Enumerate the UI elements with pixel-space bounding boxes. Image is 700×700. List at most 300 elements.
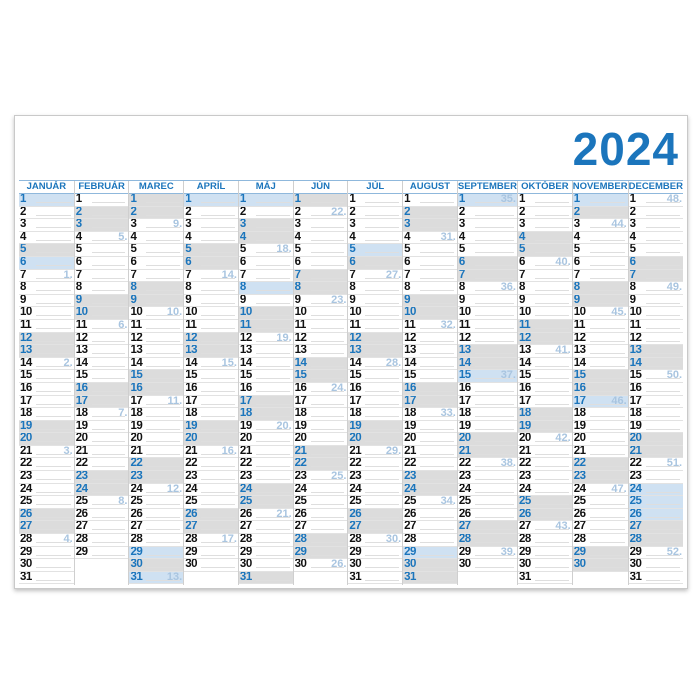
day-cell <box>348 320 402 333</box>
note-line <box>475 429 514 430</box>
day-number: 26 <box>349 508 362 520</box>
week-number: 25. <box>331 471 347 483</box>
day-number: 27 <box>349 521 362 533</box>
day-number: 4 <box>629 231 636 243</box>
day-cell <box>348 547 402 560</box>
day-number: 27 <box>239 521 252 533</box>
day-number: 22 <box>130 458 143 470</box>
day-cell <box>518 383 572 396</box>
day-number: 29 <box>130 546 143 558</box>
day-cell <box>75 446 129 459</box>
day-cell <box>403 282 457 295</box>
day-number: 10 <box>239 307 252 319</box>
day-cell <box>573 270 628 283</box>
note-line <box>311 504 345 505</box>
day-number: 5 <box>458 244 465 256</box>
day-number: 9 <box>185 294 192 306</box>
day-number: 2 <box>518 206 525 218</box>
day-cell <box>518 572 572 585</box>
day-cell <box>239 547 293 560</box>
note-line <box>36 429 71 430</box>
day-number: 5 <box>75 244 82 256</box>
day-cell <box>184 345 238 358</box>
day-cell <box>294 521 348 534</box>
note-line <box>365 517 399 518</box>
month-name: MAREC <box>129 181 183 194</box>
day-number: 1 <box>349 194 356 205</box>
day-cell <box>129 396 183 409</box>
day-number: 17 <box>239 395 252 407</box>
day-cell <box>629 421 683 434</box>
day-cell <box>573 433 628 446</box>
day-cell <box>403 194 457 207</box>
day-cell <box>629 534 683 547</box>
week-number: 21. <box>276 508 292 520</box>
day-number: 3 <box>404 219 411 231</box>
day-number: 11 <box>185 319 197 331</box>
note-line <box>201 215 235 216</box>
note-line <box>475 366 514 367</box>
day-number: 12 <box>458 332 471 344</box>
day-cell <box>403 295 457 308</box>
day-number: 8 <box>518 282 525 294</box>
week-number: 13. <box>166 571 183 583</box>
day-cell <box>348 333 402 346</box>
day-number: 9 <box>349 294 356 306</box>
day-number: 28 <box>404 534 416 546</box>
note-line <box>475 517 514 518</box>
week-number: 51. <box>666 458 682 470</box>
day-number: 7 <box>458 269 465 281</box>
day-number: 29 <box>404 546 416 558</box>
day-cell <box>518 232 572 245</box>
day-cell <box>403 484 457 497</box>
day-number: 10 <box>629 307 642 319</box>
day-number: 20 <box>20 433 32 445</box>
week-number: 7. <box>118 408 128 420</box>
note-line <box>146 504 180 505</box>
day-cell <box>19 458 74 471</box>
day-number: 12 <box>573 332 586 344</box>
day-number: 11 <box>294 319 306 331</box>
note-line <box>36 580 71 581</box>
note-line <box>92 466 126 467</box>
note-line <box>36 378 71 379</box>
note-line <box>420 479 454 480</box>
week-number: 37. <box>500 370 516 382</box>
note-line <box>36 227 71 228</box>
day-number: 24 <box>294 483 307 495</box>
day-cell <box>239 421 293 434</box>
day-number: 8 <box>349 282 356 294</box>
note-line <box>365 202 399 203</box>
note-line <box>146 391 180 392</box>
note-line <box>256 353 290 354</box>
day-cell <box>458 534 517 547</box>
note-line <box>535 391 569 392</box>
note-line <box>475 341 514 342</box>
day-number: 15 <box>239 370 252 382</box>
month-column <box>238 181 293 585</box>
note-line <box>590 479 625 480</box>
day-number: 14 <box>239 357 252 369</box>
day-number: 2 <box>239 206 246 218</box>
day-cell <box>629 509 683 522</box>
day-cell <box>573 320 628 333</box>
day-number: 22 <box>458 458 471 470</box>
day-cell <box>129 471 183 484</box>
day-number: 24 <box>573 483 586 495</box>
note-line <box>201 429 235 430</box>
day-cell <box>403 521 457 534</box>
note-line <box>365 391 399 392</box>
day-cell <box>348 484 402 497</box>
day-number: 17 <box>629 395 642 407</box>
day-cell <box>573 232 628 245</box>
note-line <box>311 252 345 253</box>
day-cell <box>239 396 293 409</box>
note-line <box>420 580 454 581</box>
note-line <box>311 240 345 241</box>
day-cell <box>129 244 183 257</box>
note-line <box>311 529 345 530</box>
day-number: 9 <box>404 294 411 306</box>
note-line <box>420 227 454 228</box>
day-cell <box>129 496 183 509</box>
note-line <box>256 479 290 480</box>
note-line <box>590 202 625 203</box>
day-number: 31 <box>518 571 531 583</box>
note-line <box>475 328 514 329</box>
note-line <box>36 202 71 203</box>
note-line <box>256 529 290 530</box>
note-line <box>646 265 680 266</box>
day-number: 14 <box>404 357 416 369</box>
note-line <box>311 341 345 342</box>
day-number: 16 <box>130 382 143 394</box>
day-number: 24 <box>239 483 252 495</box>
day-cell <box>75 358 129 371</box>
week-number: 3. <box>63 445 73 457</box>
day-cell <box>239 471 293 484</box>
day-cell <box>19 433 74 446</box>
note-line <box>92 429 126 430</box>
day-number: 25 <box>20 496 32 508</box>
day-cell <box>348 244 402 257</box>
day-cell <box>75 521 129 534</box>
note-line <box>420 265 454 266</box>
day-number: 18 <box>130 408 143 420</box>
day-number: 13 <box>75 345 88 357</box>
week-number: 12. <box>166 483 183 495</box>
day-number: 23 <box>130 471 143 483</box>
day-cell <box>19 282 74 295</box>
day-number: 14 <box>573 357 586 369</box>
note-line <box>92 479 126 480</box>
note-line <box>201 416 235 417</box>
day-number: 27 <box>20 521 32 533</box>
day-number: 26 <box>458 508 471 520</box>
day-number: 1 <box>294 194 301 205</box>
day-number: 5 <box>573 244 580 256</box>
note-line <box>646 567 680 568</box>
note-line <box>92 202 126 203</box>
day-number: 25 <box>294 496 307 508</box>
note-line <box>256 391 290 392</box>
day-cell <box>239 207 293 220</box>
note-line <box>535 366 569 367</box>
day-number: 13 <box>294 345 307 357</box>
day-number: 5 <box>185 244 192 256</box>
note-line <box>535 580 569 581</box>
note-line <box>146 454 180 455</box>
day-number: 29 <box>518 546 531 558</box>
day-cell <box>239 345 293 358</box>
day-cell <box>573 421 628 434</box>
note-line <box>646 215 680 216</box>
day-cell <box>129 559 183 572</box>
day-number: 27 <box>130 521 143 533</box>
day-number: 30 <box>239 559 252 571</box>
day-cell <box>294 345 348 358</box>
day-number: 24 <box>629 483 642 495</box>
day-cell <box>19 257 74 270</box>
day-number: 26 <box>294 508 307 520</box>
day-number: 13 <box>349 345 362 357</box>
day-number: 1 <box>75 194 82 205</box>
note-line <box>646 416 680 417</box>
day-cell <box>458 547 517 560</box>
day-cell <box>239 219 293 232</box>
day-cell <box>294 396 348 409</box>
note-line <box>201 555 235 556</box>
note-line <box>146 529 180 530</box>
day-cell <box>294 509 348 522</box>
day-cell <box>629 496 683 509</box>
day-cell <box>518 471 572 484</box>
day-number: 8 <box>185 282 192 294</box>
note-line <box>311 429 345 430</box>
week-number: 50. <box>666 370 682 382</box>
day-cell <box>403 421 457 434</box>
day-cell <box>518 307 572 320</box>
day-number: 26 <box>629 508 642 520</box>
note-line <box>92 290 126 291</box>
note-line <box>92 366 126 367</box>
note-line <box>146 479 180 480</box>
day-cell <box>75 307 129 320</box>
day-cell <box>19 295 74 308</box>
day-cell <box>75 484 129 497</box>
day-number: 16 <box>20 382 32 394</box>
week-number: 18. <box>276 244 292 256</box>
day-number: 30 <box>573 559 586 571</box>
day-cell <box>129 484 183 497</box>
day-cell <box>518 559 572 572</box>
day-number: 9 <box>629 294 636 306</box>
day-number: 13 <box>239 345 252 357</box>
day-cell <box>403 345 457 358</box>
month-name: JANUÁR <box>19 181 74 194</box>
note-line <box>590 466 625 467</box>
note-line <box>92 315 126 316</box>
day-number: 23 <box>349 471 362 483</box>
note-line <box>256 378 290 379</box>
day-cell <box>348 396 402 409</box>
note-line <box>201 265 235 266</box>
note-line <box>646 454 680 455</box>
day-number: 20 <box>458 433 471 445</box>
day-cell <box>129 509 183 522</box>
day-cell <box>518 333 572 346</box>
day-cell <box>75 370 129 383</box>
day-cell <box>348 408 402 421</box>
note-line <box>535 328 569 329</box>
day-cell <box>403 408 457 421</box>
day-number: 9 <box>130 294 137 306</box>
day-number: 17 <box>458 395 471 407</box>
note-line <box>590 252 625 253</box>
day-number: 10 <box>75 307 88 319</box>
empty-day-cell <box>573 572 628 585</box>
day-number: 10 <box>518 307 531 319</box>
day-number: 2 <box>629 206 636 218</box>
day-number: 13 <box>629 345 642 357</box>
note-line <box>475 252 514 253</box>
day-number: 13 <box>518 345 531 357</box>
day-cell <box>129 521 183 534</box>
day-cell <box>458 370 517 383</box>
day-cell <box>573 257 628 270</box>
day-number: 15 <box>629 370 642 382</box>
day-cell <box>348 446 402 459</box>
day-number: 3 <box>573 219 580 231</box>
day-number: 24 <box>458 483 471 495</box>
note-line <box>36 353 71 354</box>
week-number: 35. <box>500 194 516 205</box>
day-number: 16 <box>349 382 362 394</box>
day-cell <box>629 320 683 333</box>
day-number: 7 <box>573 269 580 281</box>
day-number: 14 <box>75 357 88 369</box>
day-cell <box>184 484 238 497</box>
day-number: 31 <box>629 571 642 583</box>
note-line <box>146 366 180 367</box>
note-line <box>256 466 290 467</box>
note-line <box>535 479 569 480</box>
note-line <box>475 454 514 455</box>
month-name: DECEMBER <box>628 181 683 192</box>
note-line <box>256 215 290 216</box>
note-line <box>201 517 235 518</box>
note-line <box>365 504 399 505</box>
day-cell <box>458 282 517 295</box>
note-line <box>311 278 345 279</box>
month-column <box>19 181 74 585</box>
day-number: 18 <box>20 408 32 420</box>
day-number: 19 <box>20 420 32 432</box>
day-number: 30 <box>518 559 531 571</box>
day-cell <box>239 270 293 283</box>
day-cell <box>19 383 74 396</box>
day-number: 20 <box>239 433 252 445</box>
note-line <box>646 328 680 329</box>
day-number: 31 <box>239 571 252 583</box>
day-cell <box>348 458 402 471</box>
note-line <box>475 353 514 354</box>
day-cell <box>403 559 457 572</box>
day-number: 7 <box>629 269 636 281</box>
day-cell <box>458 509 517 522</box>
note-line <box>475 404 514 405</box>
week-number: 49. <box>666 282 682 294</box>
day-number: 25 <box>239 496 252 508</box>
day-number: 12 <box>294 332 307 344</box>
day-number: 10 <box>20 307 32 319</box>
day-cell <box>629 295 683 308</box>
week-number: 32. <box>440 319 456 331</box>
week-number: 34. <box>440 496 456 508</box>
day-number: 30 <box>130 559 143 571</box>
note-line <box>256 580 290 581</box>
day-number: 1 <box>629 194 636 205</box>
day-cell <box>518 408 572 421</box>
day-cell <box>458 433 517 446</box>
week-number: 39. <box>500 546 516 558</box>
day-cell <box>19 484 74 497</box>
day-number: 17 <box>573 395 586 407</box>
day-number: 11 <box>349 319 361 331</box>
day-cell <box>573 534 628 547</box>
day-cell <box>294 207 348 220</box>
day-number: 24 <box>404 483 416 495</box>
day-number: 19 <box>573 420 586 432</box>
week-number: 47. <box>611 483 627 495</box>
note-line <box>92 353 126 354</box>
day-number: 22 <box>75 458 88 470</box>
day-number: 1 <box>458 194 465 205</box>
day-number: 3 <box>185 219 192 231</box>
day-cell <box>184 534 238 547</box>
note-line <box>535 454 569 455</box>
day-cell <box>294 358 348 371</box>
day-cell <box>294 257 348 270</box>
week-number: 15. <box>221 357 237 369</box>
day-number: 16 <box>573 382 586 394</box>
month-column <box>347 181 402 585</box>
day-cell <box>629 572 683 585</box>
note-line <box>146 341 180 342</box>
day-number: 5 <box>239 244 246 256</box>
note-line <box>201 479 235 480</box>
note-line <box>535 517 569 518</box>
day-number: 19 <box>404 420 416 432</box>
day-number: 25 <box>130 496 143 508</box>
note-line <box>475 416 514 417</box>
day-number: 28 <box>294 534 307 546</box>
day-cell <box>518 320 572 333</box>
day-number: 4 <box>239 231 246 243</box>
day-number: 14 <box>20 357 32 369</box>
day-number: 4 <box>458 231 465 243</box>
note-line <box>201 441 235 442</box>
note-line <box>590 328 625 329</box>
note-line <box>420 429 454 430</box>
day-cell <box>294 458 348 471</box>
note-line <box>535 404 569 405</box>
day-number: 7 <box>239 269 246 281</box>
day-cell <box>294 484 348 497</box>
